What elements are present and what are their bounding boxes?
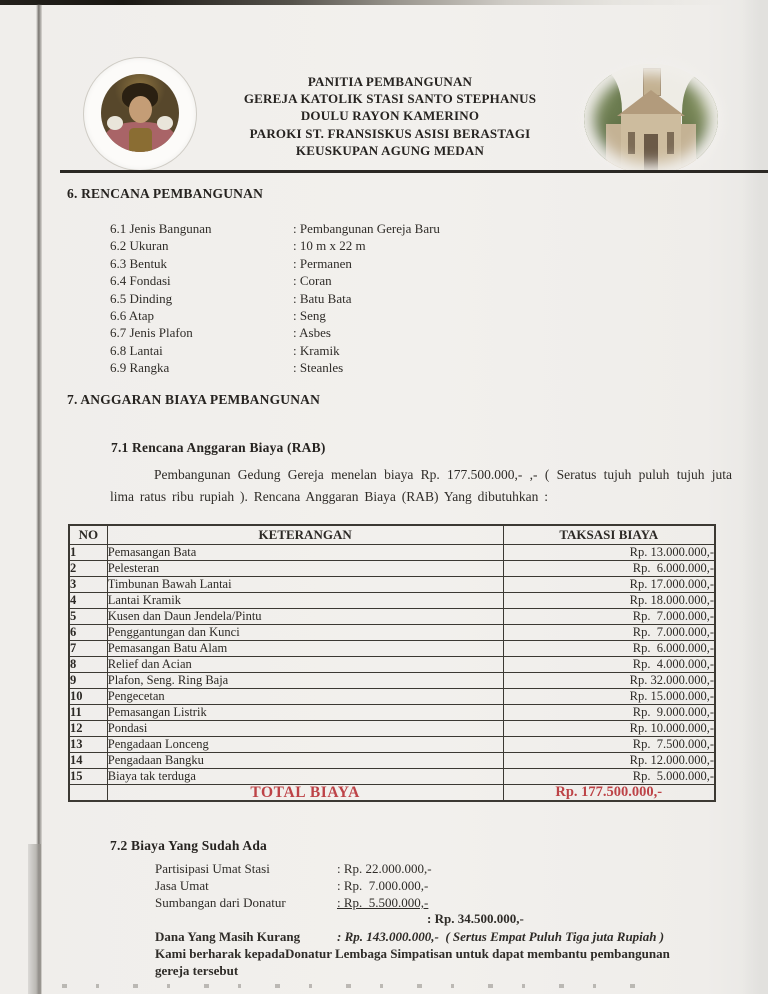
row-amount: Rp. 6.000.000,- bbox=[503, 561, 715, 577]
table-row bbox=[69, 689, 715, 705]
spec-label: 6.1 Jenis Bangunan bbox=[110, 221, 212, 236]
letterhead-line-4: PAROKI ST. FRANSISKUS ASISI BERASTAGI bbox=[249, 125, 531, 141]
table-row bbox=[69, 737, 715, 753]
row-description: Plafon, Seng. Ring Baja bbox=[107, 673, 503, 689]
table-row bbox=[69, 545, 715, 561]
total-row bbox=[69, 785, 715, 802]
existing-funds-list bbox=[155, 860, 432, 911]
building-spec-list bbox=[110, 220, 440, 377]
table-row bbox=[69, 673, 715, 689]
spec-value: : Coran bbox=[293, 273, 332, 289]
row-amount: Rp. 4.000.000,- bbox=[503, 657, 715, 673]
row-description: Pelesteran bbox=[107, 561, 503, 577]
spec-value: : Pembangunan Gereja Baru bbox=[293, 221, 440, 236]
section6-heading: 6. RENCANA PEMBANGUNAN bbox=[67, 186, 264, 201]
church-door-shape bbox=[644, 134, 658, 172]
table-row bbox=[69, 625, 715, 641]
table-row bbox=[69, 657, 715, 673]
row-number: 6 bbox=[69, 625, 107, 641]
saint-sleeve-left-shape bbox=[107, 116, 123, 130]
spec-label: 6.2 Ukuran bbox=[110, 238, 169, 254]
row-description: Penggantungan dan Kunci bbox=[107, 625, 503, 641]
table-row bbox=[69, 641, 715, 657]
budget-table bbox=[68, 524, 716, 802]
spec-value: : Seng bbox=[293, 307, 326, 323]
shortfall-amount: : Rp. 143.000.000,- ( Sertus Empat Puluh Tiga juta Rupiah ) bbox=[337, 929, 665, 944]
church-window-right-shape bbox=[667, 132, 674, 154]
section7-heading: 7. ANGGARAN BIAYA PEMBANGUNAN bbox=[67, 392, 321, 407]
spec-value: : Kramik bbox=[293, 342, 340, 358]
spec-value: : 10 m x 22 m bbox=[293, 238, 366, 254]
spec-row bbox=[110, 290, 440, 307]
church-tower-shape bbox=[643, 68, 661, 96]
row-number: 13 bbox=[69, 737, 107, 753]
spec-value: : Batu Bata bbox=[293, 290, 352, 306]
saint-tunic-shape bbox=[129, 128, 152, 152]
church-body-shape bbox=[621, 114, 681, 172]
row-description: Pemasangan Bata bbox=[107, 545, 503, 561]
spec-value: : Steanles bbox=[293, 360, 344, 376]
row-amount: Rp. 32.000.000,- bbox=[503, 673, 715, 689]
letterhead-line-1: PANITIA PEMBANGUNAN bbox=[307, 74, 473, 89]
table-row bbox=[69, 609, 715, 625]
table-row bbox=[69, 721, 715, 737]
fund-label: Partisipasi Umat Stasi bbox=[155, 861, 270, 876]
spec-row bbox=[110, 237, 440, 254]
spec-label: 6.7 Jenis Plafon bbox=[110, 325, 193, 341]
spec-row bbox=[110, 255, 440, 272]
fund-label: Sumbangan dari Donatur bbox=[155, 895, 286, 910]
row-amount: Rp. 7.500.000,- bbox=[503, 737, 715, 753]
row-number: 7 bbox=[69, 641, 107, 657]
church-wing-right-shape bbox=[678, 124, 696, 168]
fund-amount: : Rp. 22.000.000,- bbox=[337, 861, 432, 876]
row-number: 4 bbox=[69, 593, 107, 609]
spec-value: : Permanen bbox=[293, 255, 352, 271]
spec-label: 6.6 Atap bbox=[110, 307, 155, 323]
total-label: TOTAL BIAYA bbox=[107, 785, 503, 802]
scan-edge-left-bottom bbox=[28, 844, 41, 994]
letterhead-divider bbox=[60, 170, 768, 173]
budget-table-header-row bbox=[69, 525, 715, 545]
total-amount: Rp. 177.500.000,- bbox=[503, 785, 715, 802]
row-number: 9 bbox=[69, 673, 107, 689]
row-amount: Rp. 13.000.000,- bbox=[503, 545, 715, 561]
spec-label: 6.9 Rangka bbox=[110, 360, 170, 376]
row-amount: Rp. 18.000.000,- bbox=[503, 593, 715, 609]
spec-value: : Asbes bbox=[293, 325, 331, 341]
row-amount: Rp. 15.000.000,- bbox=[503, 689, 715, 705]
shortfall-label: Dana Yang Masih Kurang bbox=[155, 929, 301, 944]
row-description: Pondasi bbox=[107, 721, 503, 737]
table-row bbox=[69, 753, 715, 769]
table-row bbox=[69, 577, 715, 593]
row-number: 15 bbox=[69, 769, 107, 785]
row-number: 1 bbox=[69, 545, 107, 561]
fund-row-partisipasi bbox=[155, 860, 432, 877]
letterhead bbox=[150, 73, 630, 159]
closing-statement bbox=[155, 945, 730, 979]
spec-row bbox=[110, 359, 440, 376]
letterhead-line-5: KEUSKUPAN AGUNG MEDAN bbox=[295, 142, 485, 158]
row-description: Biaya tak terduga bbox=[107, 769, 503, 785]
letterhead-line-2: GEREJA KATOLIK STASI SANTO STEPHANUS bbox=[243, 91, 537, 107]
spec-label: 6.8 Lantai bbox=[110, 342, 163, 358]
col-header-keterangan: KETERANGAN bbox=[107, 525, 503, 545]
total-empty-cell bbox=[69, 785, 107, 802]
row-number: 5 bbox=[69, 609, 107, 625]
row-number: 8 bbox=[69, 657, 107, 673]
spec-row bbox=[110, 342, 440, 359]
spec-row bbox=[110, 307, 440, 324]
row-number: 11 bbox=[69, 705, 107, 721]
row-description: Relief dan Acian bbox=[107, 657, 503, 673]
col-header-no: NO bbox=[69, 525, 107, 545]
spec-row bbox=[110, 272, 440, 289]
row-description: Timbunan Bawah Lantai bbox=[107, 577, 503, 593]
spec-row bbox=[110, 220, 440, 237]
spec-label: 6.5 Dinding bbox=[110, 290, 173, 306]
spec-label: 6.4 Fondasi bbox=[110, 273, 171, 289]
row-amount: Rp. 5.000.000,- bbox=[503, 769, 715, 785]
fund-amount-underlined: : Rp. 5.500.000,- bbox=[337, 895, 429, 910]
cut-off-text-artifact bbox=[62, 984, 642, 988]
row-description: Pemasangan Batu Alam bbox=[107, 641, 503, 657]
table-row bbox=[69, 769, 715, 785]
section71-heading: 7.1 Rencana Anggaran Biaya (RAB) bbox=[111, 440, 326, 455]
row-number: 10 bbox=[69, 689, 107, 705]
row-description: Pemasangan Listrik bbox=[107, 705, 503, 721]
table-row bbox=[69, 593, 715, 609]
row-description: Pengecetan bbox=[107, 689, 503, 705]
budget-intro-paragraph: Pembangunan Gedung Gereja menelan biaya Rp. 177.500.000,- ,- ( Seratus tujuh puluh tujuh juta lima ratus ribu rupiah ). Rencana Anggaran Biaya (RAB) Yang dibutuhkan : bbox=[110, 467, 732, 504]
row-number: 2 bbox=[69, 561, 107, 577]
scan-edge-top bbox=[0, 0, 768, 5]
table-row bbox=[69, 705, 715, 721]
fund-row-sumbangan bbox=[155, 894, 432, 911]
closing-line-2: gereja tersebut bbox=[155, 963, 239, 978]
col-header-taksasi: TAKSASI BIAYA bbox=[503, 525, 715, 545]
row-amount: Rp. 17.000.000,- bbox=[503, 577, 715, 593]
row-amount: Rp. 7.000.000,- bbox=[503, 625, 715, 641]
row-description: Pengadaan Bangku bbox=[107, 753, 503, 769]
fund-row-jasa bbox=[155, 877, 432, 894]
row-amount: Rp. 6.000.000,- bbox=[503, 641, 715, 657]
row-description: Lantai Kramik bbox=[107, 593, 503, 609]
scan-edge-right bbox=[742, 0, 768, 994]
letterhead-line-3: DOULU RAYON KAMERINO bbox=[300, 108, 480, 124]
funds-subtotal: : Rp. 34.500.000,- bbox=[427, 911, 524, 926]
saint-face-shape bbox=[129, 96, 152, 123]
fund-label: Jasa Umat bbox=[155, 878, 209, 893]
closing-line-1: Kami berharak kepadaDonatur Lembaga Simpatisan untuk dapat membantu pembangunan bbox=[155, 946, 670, 961]
row-amount: Rp. 10.000.000,- bbox=[503, 721, 715, 737]
row-amount: Rp. 12.000.000,- bbox=[503, 753, 715, 769]
row-amount: Rp. 7.000.000,- bbox=[503, 609, 715, 625]
section72-heading: 7.2 Biaya Yang Sudah Ada bbox=[110, 838, 267, 853]
row-number: 14 bbox=[69, 753, 107, 769]
row-description: Pengadaan Lonceng bbox=[107, 737, 503, 753]
table-row bbox=[69, 561, 715, 577]
row-number: 12 bbox=[69, 721, 107, 737]
spec-label: 6.3 Bentuk bbox=[110, 255, 168, 271]
row-description: Kusen dan Daun Jendela/Pintu bbox=[107, 609, 503, 625]
spec-row bbox=[110, 324, 440, 341]
row-amount: Rp. 9.000.000,- bbox=[503, 705, 715, 721]
shortfall-row bbox=[155, 928, 664, 945]
row-number: 3 bbox=[69, 577, 107, 593]
fund-amount: : Rp. 7.000.000,- bbox=[337, 878, 429, 893]
tree-right-shape bbox=[682, 74, 718, 160]
